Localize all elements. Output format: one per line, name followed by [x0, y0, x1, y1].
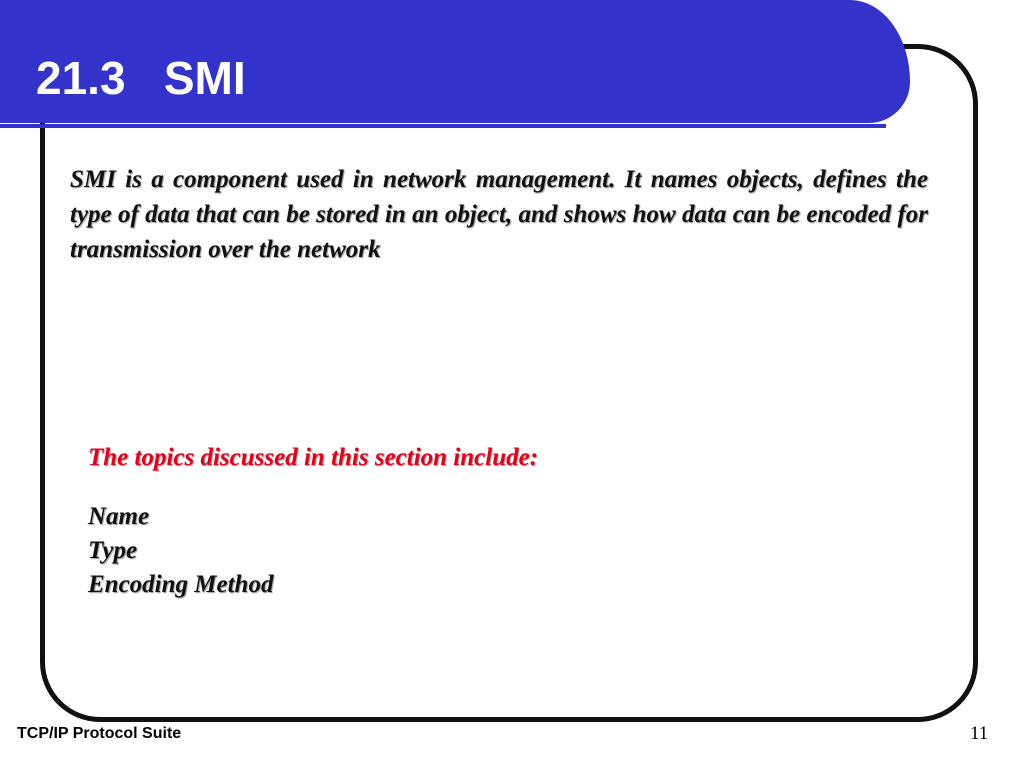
topic-item: Type: [88, 537, 138, 564]
topic-item: Encoding Method: [88, 571, 274, 598]
slide-title: 21.3 SMI: [36, 52, 246, 104]
body-paragraph: SMI is a component used in network management. It names objects, defines the type of data that can be stored in an object, and shows how data can be encoded for transmission over the network: [70, 166, 928, 263]
footer-title: TCP/IP Protocol Suite: [17, 725, 182, 742]
topic-item: Name: [88, 503, 150, 530]
topics-list: [88, 500, 273, 602]
content-frame: [40, 44, 978, 722]
topics-heading: The topics discussed in this section include:: [88, 444, 539, 471]
page-number: 11: [970, 723, 989, 744]
title-underline: [0, 124, 886, 128]
